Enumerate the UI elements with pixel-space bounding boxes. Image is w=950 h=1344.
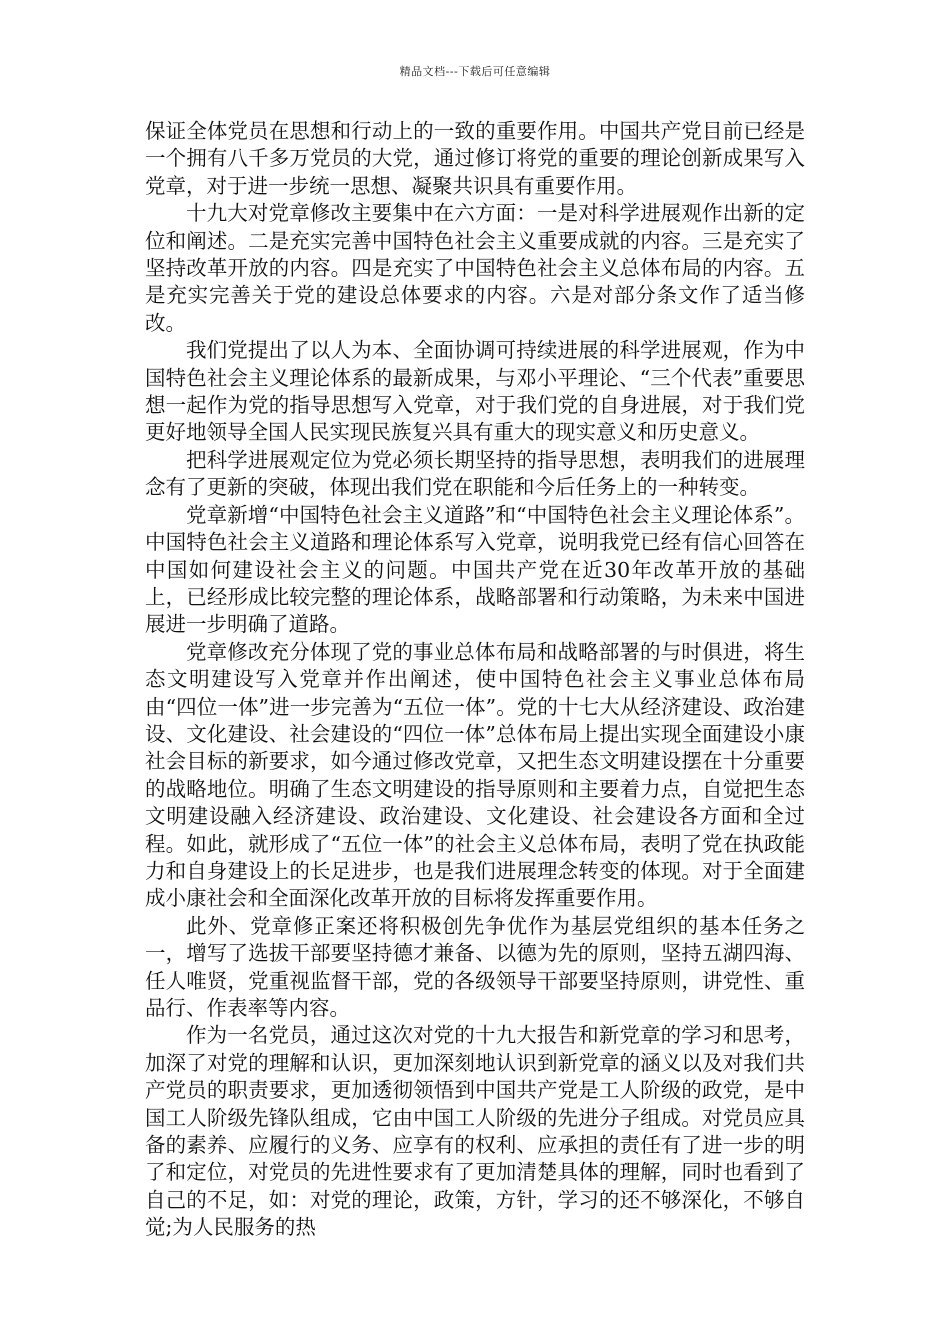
paragraph-2: 十九大对党章修改主要集中在六方面：一是对科学进展观作出新的定位和阐述。二是充实完善中国特色社会主义重要成就的内容。三是充实了坚持改革开放的内容。四是充实了中国特色社会主义总体布局的内容。五是充实完善关于党的建设总体要求的内容。六是对部分条文作了适当修改。 [145,201,805,335]
paragraph-3: 我们党提出了以人为本、全面协调可持续进展的科学进展观，作为中国特色社会主义理论体系的最新成果，与邓小平理论、“三个代表”重要思想一起作为党的指导思想写入党章，对于我们党的自身进展，对于我们党更好地领导全国人民实现民族复兴具有重大的现实意义和历史意义。 [145,338,805,445]
paragraph-8: 作为一名党员，通过这次对党的十九大报告和新党章的学习和思考，加深了对党的理解和认识，更加深刻地认识到新党章的涵义以及对我们共产党员的职责要求，更加透彻领悟到中国共产党是工人阶级的政党，是中国工人阶级先锋队组成，它由中国工人阶级的先进分子组成。对党员应具备的素养、应履行的义务、应享有的权利、应承担的责任有了进一步的明了和定位，对党员的先进性要求有了更加清楚具体的理解，同时也看到了自己的不足，如：对党的理论，政策，方针，学习的还不够深化，不够自觉;为人民服务的热 [145,1023,805,1240]
paragraph-6: 党章修改充分体现了党的事业总体布局和战略部署的与时俱进，将生态文明建设写入党章并作出阐述，使中国特色社会主义事业总体布局由“四位一体”进一步完善为“五位一体”。党的十七大从经济建设、政治建设、文化建设、社会建设的“四位一体”总体布局上提出实现全面建设小康社会目标的新要求，如今通过修改党章，又把生态文明建设摆在十分重要的战略地位。明确了生态文明建设的指导原则和主要着力点，自觉把生态文明建设融入经济建设、政治建设、文化建设、社会建设各方面和全过程。如此，就形成了“五位一体”的社会主义总体布局，表明了党在执政能力和自身建设上的长足进步，也是我们进展理念转变的体现。对于全面建成小康社会和全面深化改革开放的目标将发挥重要作用。 [145,639,805,911]
page-header: 精品文档---下载后可任意编辑 [399,65,551,78]
paragraph-1: 保证全体党员在思想和行动上的一致的重要作用。中国共产党目前已经是一个拥有八千多万党员的大党，通过修订将党的重要的理论创新成果写入党章，对于进一步统一思想、凝聚共识具有重要作用。 [145,119,805,198]
paragraph-7: 此外、党章修正案还将积极创先争优作为基层党组织的基本任务之一，增写了选拔干部要坚持德才兼备、以德为先的原则，坚持五湖四海、任人唯贤，党重视监督干部，党的各级领导干部要坚持原则，讲党性、重品行、作表率等内容。 [145,913,805,1020]
paragraph-4: 把科学进展观定位为党必须长期坚持的指导思想，表明我们的进展理念有了更新的突破，体现出我们党在职能和今后任务上的一种转变。 [145,447,805,500]
document-body [145,118,805,1242]
paragraph-5: 党章新增“中国特色社会主义道路”和“中国特色社会主义理论体系”。中国特色社会主义道路和理论体系写入党章，说明我党已经有信心回答在中国如何建设社会主义的问题。中国共产党在近30年改革开放的基础上，已经形成比较完整的理论体系，战略部署和行动策略，为未来中国进展进一步明确了道路。 [145,502,805,637]
